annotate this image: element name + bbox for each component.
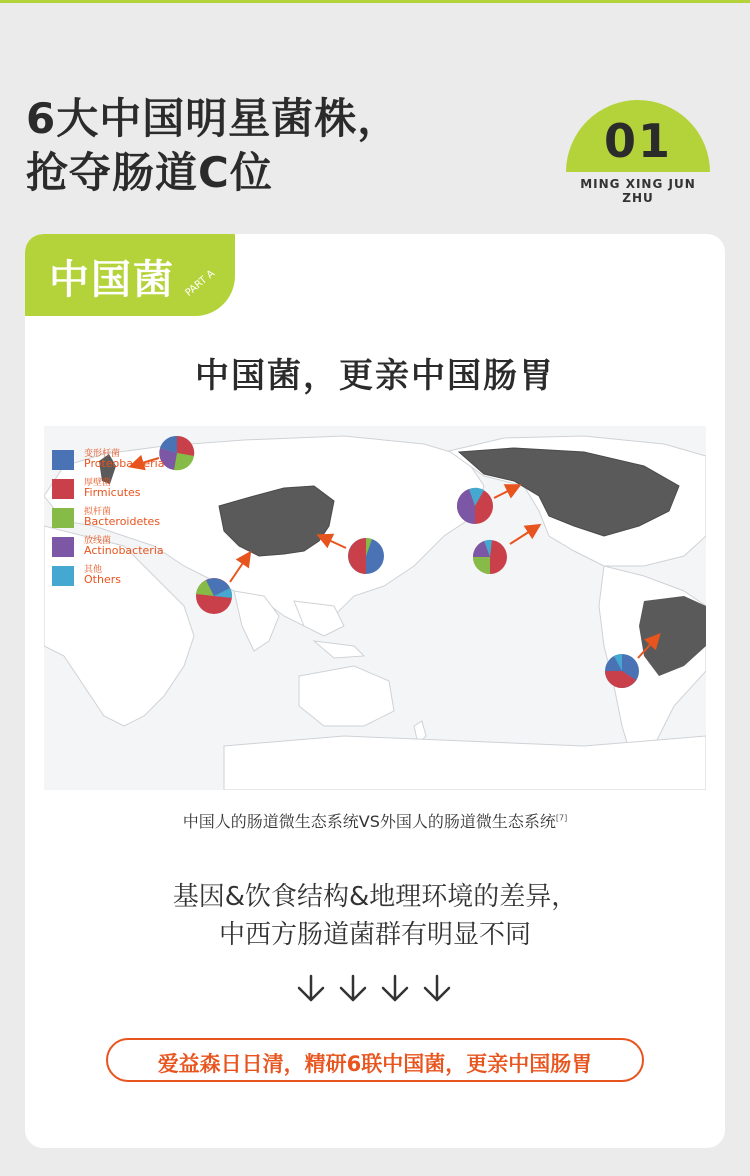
badge-subtitle: MING XING JUN ZHU: [580, 177, 696, 205]
tag-label: 中国菌: [49, 257, 175, 303]
card-title: 中国菌，更亲中国肠胃: [195, 356, 555, 396]
headline-line-1: 6大中国明星菌株，: [26, 94, 401, 143]
page-headline: [26, 92, 400, 200]
legend-label-en: Actinobacteria: [84, 544, 164, 557]
legend-label-cn: 拟杆菌: [84, 507, 112, 517]
conclusion-pill: [106, 1038, 644, 1082]
legend-swatch: [52, 566, 74, 586]
legend-label-en: Bacteroidetes: [84, 515, 161, 528]
legend-item: [52, 446, 212, 475]
map-legend: [52, 446, 212, 591]
legend-label-cn: 放线菌: [84, 536, 112, 546]
section-badge: [566, 100, 710, 205]
legend-swatch: [52, 450, 74, 470]
antarctica-landmass: [224, 736, 706, 790]
down-arrows-icon: [291, 972, 461, 1006]
badge-number: 01: [603, 114, 672, 168]
pie-mid-pacific: [473, 540, 507, 574]
top-accent-line: [0, 0, 750, 3]
legend-label-cn: 变形杆菌: [84, 449, 121, 459]
legend-label-en: Proteobacteria: [84, 457, 165, 470]
map-caption-text: 中国人的肠道微生态系统VS外国人的肠道微生态系统: [182, 812, 556, 831]
legend-label-en: Others: [84, 573, 121, 586]
legend-label-en: Firmicutes: [84, 486, 141, 499]
legend-item: [52, 504, 212, 533]
tag-part-label: PART A: [183, 268, 218, 299]
section-tag: [25, 234, 235, 316]
content-card: [25, 234, 725, 1148]
legend-swatch: [52, 537, 74, 557]
legend-item: [52, 562, 212, 591]
pie-north-pacific: [457, 488, 493, 524]
citation-ref: [7]: [555, 813, 568, 823]
legend-swatch: [52, 508, 74, 528]
conclusion-text: 爱益森日日清，精研6联中国菌，更亲中国肠胃: [157, 1052, 593, 1076]
difference-line-1: 基因&饮食结构&地理环境的差异，: [172, 882, 578, 912]
difference-text: [25, 878, 725, 954]
legend-label-cn: 其他: [84, 565, 103, 575]
legend-label-cn: 厚壁菌: [84, 478, 112, 488]
legend-swatch: [52, 479, 74, 499]
pie-china: [348, 538, 384, 574]
headline-line-2: 抢夺肠道C位: [26, 148, 273, 197]
legend-item: [52, 533, 212, 562]
pie-south-america: [605, 654, 639, 688]
map-caption: [25, 809, 725, 832]
difference-line-2: 中西方肠道菌群有明显不同: [218, 920, 531, 950]
legend-item: [52, 475, 212, 504]
